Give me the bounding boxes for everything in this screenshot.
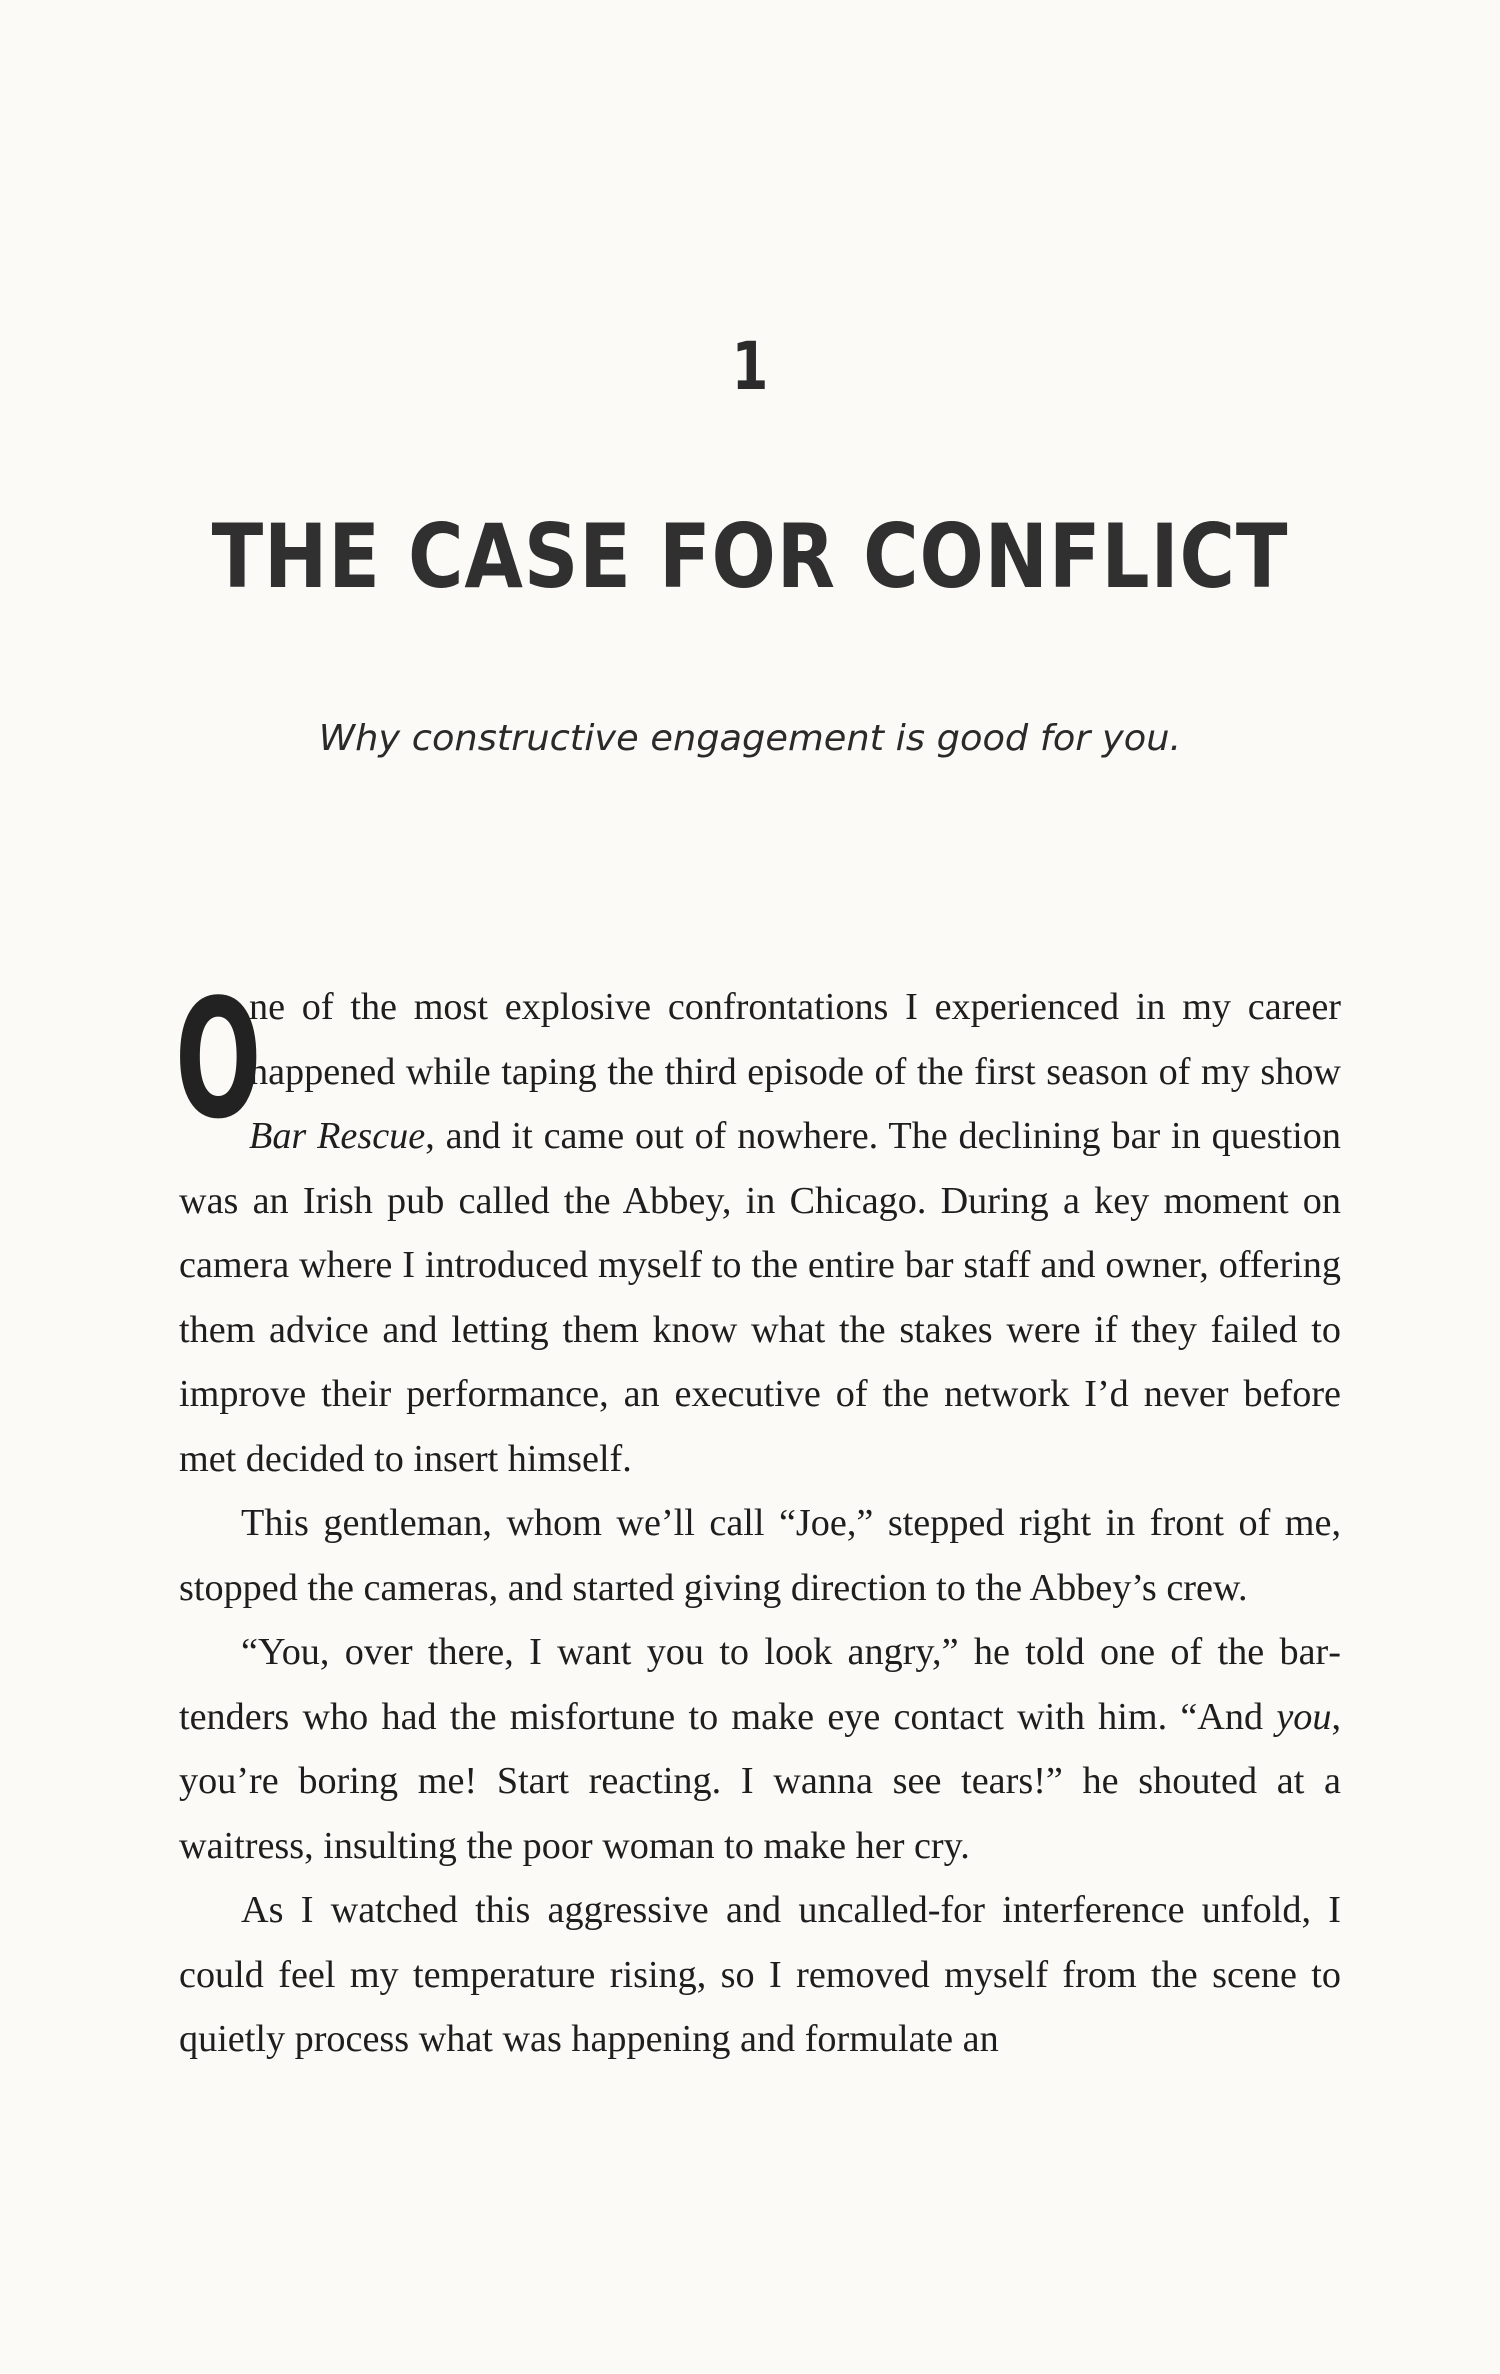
chapter-number: 1 (731, 328, 769, 405)
chapter-subtitle: Why constructive engagement is good for you. (318, 718, 1182, 759)
paragraph-3-text-b: , you’re boring me! Start reacting. I wanna see tears!” he shouted at a waitress, insulting the poor woman to make her cry. (179, 1695, 1341, 1867)
paragraph-4: As I watched this aggressive and uncalled-for interference unfold, I could feel my temperature rising, so I removed myself from the scene to quietly process what was happening and formulate an (179, 1889, 1341, 2060)
paragraph-1-text-b: , and it came out of nowhere. The declining bar in question was an Irish pub called the Abbey, in Chicago. During a key moment on camera where I introduced myself to the entire bar staff and owner, offering them advice and letting them know what the stakes were if they failed to improve their performance, an executive of the network I’d never before met decided to insert himself. (179, 1115, 1341, 1480)
paragraph-1-text-a: ne of the most explosive confrontations I experienced in my career happened while taping the third episode of the first season of my show (249, 986, 1341, 1093)
drop-cap: O (175, 964, 262, 1155)
show-title: Bar Rescue (249, 1115, 426, 1157)
chapter-title: THE CASE FOR CONFLICT (211, 505, 1289, 608)
paragraph-2: This gentleman, whom we’ll call “Joe,” stepped right in front of me, stopped the cameras, and started giving direction to the Abbey’s crew. (179, 1502, 1341, 1609)
paragraph-3-emphasis: you (1276, 1695, 1332, 1738)
body-text (175, 964, 1341, 2072)
paragraph-3-text-a: “You, over there, I want you to look angry,” he told one of the bartenders who had the misfortune to make eye contact with him. “And (179, 1631, 1341, 1738)
paragraph-1 (175, 964, 1341, 1491)
paragraph-3 (179, 1620, 1341, 1878)
